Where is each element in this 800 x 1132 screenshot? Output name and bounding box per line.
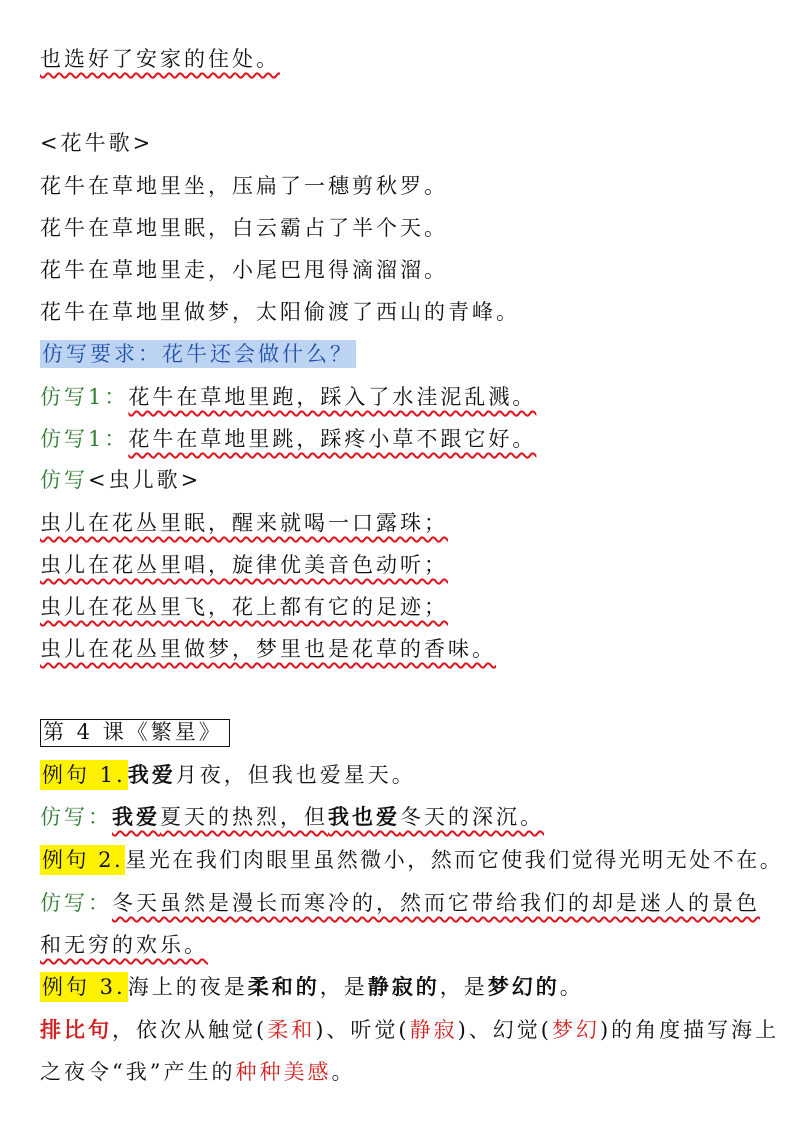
poem-title: <花牛歌> [40,131,154,155]
imitation-label: 仿写： [40,805,112,829]
plain-text: 海上的夜是 [127,975,248,999]
underlined-text: 虫儿在花丛里眠，醒来就喝一口露珠； [40,511,448,535]
poem-line: 花牛在草地里坐，压扁了一穗剪秋罗。 [40,174,448,198]
poem-line [40,508,448,538]
imitation-label: 仿写1： [40,427,129,451]
imitation-title-line [40,465,201,495]
red-text: 柔和 [267,1018,316,1042]
example-line [40,845,783,875]
plain-text: )、幻觉( [457,1018,552,1042]
imitation-label: 仿写 [40,468,88,492]
imitation-text: 花牛在草地里跳，踩疼小草不跟它好。 [128,427,537,451]
example-text: 月夜，但我也爱星天。 [175,763,416,787]
imitation-text: 花牛在草地里跑，踩入了水洼泥乱溅。 [128,385,537,409]
plain-text: 。 [331,1060,356,1084]
imitation-requirement [40,339,356,369]
plain-text: 冬天的深沉。 [400,805,544,829]
poem-line [40,550,448,580]
example-line [40,972,584,1002]
red-bold-text: 排比句 [40,1017,112,1042]
example-text: 星光在我们肉眼里虽然微小，然而它使我们觉得光明无处不在。 [125,848,784,872]
bold-text: 柔和的 [247,974,320,999]
lesson-heading [40,717,230,747]
imitation-line [40,888,760,918]
bold-text: 我也爱 [328,804,400,829]
underlined-text: 也选好了安家的住处。 [40,47,280,71]
imitation-line-cont [40,930,208,960]
poem-line [40,634,496,664]
imitation-text: 冬天虽然是漫长而寒冷的，然而它带给我们的却是迷人的景色 [112,891,760,915]
poem-line: 花牛在草地里走，小尾巴甩得滴溜溜。 [40,258,448,282]
example-label: 例句 3. [40,972,128,1002]
imitation-text [112,805,544,829]
example-label: 例句 1. [40,760,128,790]
bold-text: 我爱 [127,762,176,787]
analysis-line [40,1015,779,1045]
plain-text: ，依次从触觉( [112,1018,268,1042]
plain-text: )、听觉( [315,1018,410,1042]
text-line [40,44,280,74]
imitation-text: 和无穷的欢乐。 [40,933,208,957]
underlined-text: 虫儿在花丛里唱，旋律优美音色动听； [40,553,448,577]
red-text: 种种美感 [235,1060,332,1084]
plain-text: )的角度描写海上 [599,1018,780,1042]
imitation-line [40,802,544,832]
analysis-line [40,1057,355,1087]
imitation-line [40,382,536,412]
imitation-label: 仿写： [40,891,112,915]
bold-text: 静寂的 [367,974,440,999]
imitation-label: 仿写1： [40,385,129,409]
imitation-poem-title: <虫儿歌> [88,468,202,492]
imitation-line [40,424,536,454]
poem-line [40,592,448,622]
bold-text: 我爱 [112,804,160,829]
plain-text: ，是 [319,975,368,999]
plain-text: 之夜令“我”产生的 [40,1060,236,1084]
highlighted-requirement: 仿写要求：花牛还会做什么？ [42,342,354,366]
example-label: 例句 2. [40,845,125,875]
underlined-text: 虫儿在花丛里飞，花上都有它的足迹； [40,595,448,619]
plain-text: 。 [559,975,584,999]
red-text: 梦幻 [551,1018,600,1042]
red-text: 静寂 [409,1018,458,1042]
example-line [40,760,416,790]
plain-text: ，是 [439,975,488,999]
plain-text: 夏天的热烈，但 [160,805,328,829]
underlined-text: 虫儿在花丛里做梦，梦里也是花草的香味。 [40,637,496,661]
bold-text: 梦幻的 [487,974,560,999]
lesson-title-box: 第 4 课《繁星》 [40,719,230,747]
poem-line: 花牛在草地里做梦，太阳偷渡了西山的青峰。 [40,300,520,324]
poem-line: 花牛在草地里眠，白云霸占了半个天。 [40,216,448,240]
